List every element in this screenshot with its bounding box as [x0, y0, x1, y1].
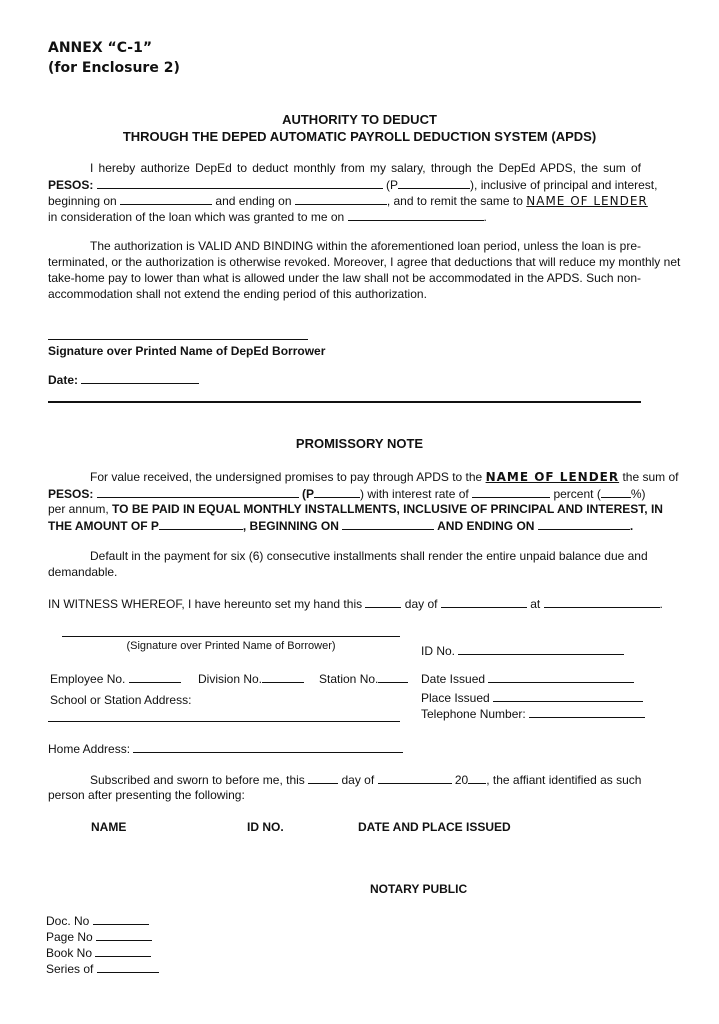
doc-no-blank[interactable]	[93, 913, 149, 925]
date-issued-field: Date Issued	[421, 671, 634, 686]
page-no-field: Page No	[46, 929, 152, 944]
authority-dates-line: beginning on and ending on , and to remit the same to NAME OF LENDER	[48, 194, 648, 208]
authority-date-line: Date:	[48, 372, 199, 387]
authority-subtitle: THROUGH THE DEPED AUTOMATIC PAYROLL DEDUCTION SYSTEM (APDS)	[122, 129, 597, 144]
telephone-field: Telephone Number:	[421, 706, 645, 721]
id-no-line: ID No.	[421, 643, 624, 658]
sworn-line1: Subscribed and sworn to before me, this day of 20 , the affiant identified as such	[90, 773, 642, 787]
authority-para2-line2: terminated, or the authorization is otherwise revoked. Moreover, I agree that deductions that will reduce my monthly net	[48, 255, 681, 269]
sworn-month-blank[interactable]	[378, 772, 452, 784]
promissory-pesos-line: PESOS: (P ) with interest rate of percent ( %)	[48, 487, 646, 501]
percent-blank[interactable]	[601, 486, 631, 498]
loan-date-blank[interactable]	[348, 209, 484, 221]
witness-line: IN WITNESS WHEREOF, I have hereunto set my hand this day of at .	[48, 597, 663, 611]
promissory-amount-line: THE AMOUNT OF P , BEGINNING ON AND ENDING ON .	[48, 519, 634, 533]
division-no-field: Division No.	[198, 671, 304, 686]
promissory-begin-blank[interactable]	[342, 518, 434, 530]
col-id: ID NO.	[247, 820, 284, 834]
borrower-sign-label: (Signature over Printed Name of Borrower)	[126, 640, 336, 652]
default-line1: Default in the payment for six (6) consecutive installments shall render the entire unpaid balance due and	[90, 549, 648, 563]
school-address-line[interactable]	[48, 721, 400, 722]
witness-month-blank[interactable]	[441, 596, 527, 608]
sworn-year-blank[interactable]	[468, 772, 486, 784]
pesos-blank[interactable]	[97, 177, 383, 189]
promissory-line1: For value received, the undersigned promises to pay through APDS to the NAME OF LENDER the sum of	[90, 470, 679, 484]
series-of-field: Series of	[46, 961, 159, 976]
annex-label: ANNEX “C-1”	[48, 40, 153, 56]
promissory-lender-name: NAME OF LENDER	[485, 470, 620, 484]
book-no-field: Book No	[46, 945, 151, 960]
employee-no-blank[interactable]	[129, 671, 181, 683]
authority-para1-line1: I hereby authorize DepEd to deduct monthly from my salary, through the DepEd APDS, the sum of	[90, 161, 641, 175]
installment-amount-blank[interactable]	[159, 518, 243, 530]
promissory-pesos-blank[interactable]	[97, 486, 299, 498]
place-issued-blank[interactable]	[493, 690, 643, 702]
borrower-sign-line[interactable]	[62, 636, 400, 637]
beginning-date-blank[interactable]	[120, 193, 212, 205]
id-no-blank[interactable]	[458, 643, 624, 655]
station-no-blank[interactable]	[378, 671, 408, 683]
borrower-signature-line[interactable]	[48, 339, 308, 340]
employee-no-field: Employee No.	[50, 671, 181, 686]
borrower-signature-label: Signature over Printed Name of DepEd Borrower	[48, 344, 326, 358]
place-issued-field: Place Issued	[421, 690, 643, 705]
series-of-blank[interactable]	[97, 961, 159, 973]
book-no-blank[interactable]	[95, 945, 151, 957]
authority-para2-line4: accommodation shall not extend the ending period of this authorization.	[48, 287, 427, 301]
default-line2: demandable.	[48, 565, 118, 579]
authority-para2-line3: take-home pay to lower than what is allowed under the law shall not be accommodated in the APDS. Such non-	[48, 271, 641, 285]
authority-para2-line1: The authorization is VALID AND BINDING within the aforementioned loan period, unless the loan is pre-	[90, 239, 641, 253]
authority-consideration-line: in consideration of the loan which was granted to me on .	[48, 210, 487, 224]
promissory-title: PROMISSORY NOTE	[295, 436, 424, 451]
doc-no-field: Doc. No	[46, 913, 149, 928]
col-name: NAME	[91, 820, 127, 834]
interest-rate-blank[interactable]	[472, 486, 550, 498]
school-address-label: School or Station Address:	[50, 693, 192, 707]
promissory-line3: per annum, TO BE PAID IN EQUAL MONTHLY INSTALLMENTS, INCLUSIVE OF PRINCIPAL AND INTEREST, IN	[48, 502, 663, 516]
authority-pesos-line: PESOS: (P ), inclusive of principal and interest,	[48, 178, 658, 192]
witness-place-blank[interactable]	[544, 596, 660, 608]
section-divider	[48, 401, 641, 403]
enclosure-label: (for Enclosure 2)	[48, 60, 180, 76]
promissory-amount-blank[interactable]	[314, 486, 360, 498]
home-address-blank[interactable]	[133, 741, 403, 753]
page-no-blank[interactable]	[96, 929, 152, 941]
station-no-field: Station No.	[319, 671, 408, 686]
lender-name: NAME OF LENDER	[526, 194, 648, 208]
ending-date-blank[interactable]	[295, 193, 387, 205]
witness-day-blank[interactable]	[365, 596, 401, 608]
authority-date-blank[interactable]	[81, 372, 199, 384]
sworn-day-blank[interactable]	[308, 772, 338, 784]
telephone-blank[interactable]	[529, 706, 645, 718]
date-issued-blank[interactable]	[488, 671, 634, 683]
division-no-blank[interactable]	[262, 671, 304, 683]
authority-title: AUTHORITY TO DEDUCT	[282, 112, 437, 127]
amount-blank[interactable]	[398, 177, 470, 189]
home-address-field: Home Address:	[48, 741, 403, 756]
col-date-place: DATE AND PLACE ISSUED	[358, 820, 511, 834]
promissory-end-blank[interactable]	[538, 518, 630, 530]
sworn-line2: person after presenting the following:	[48, 788, 245, 802]
notary-public: NOTARY PUBLIC	[370, 882, 468, 896]
